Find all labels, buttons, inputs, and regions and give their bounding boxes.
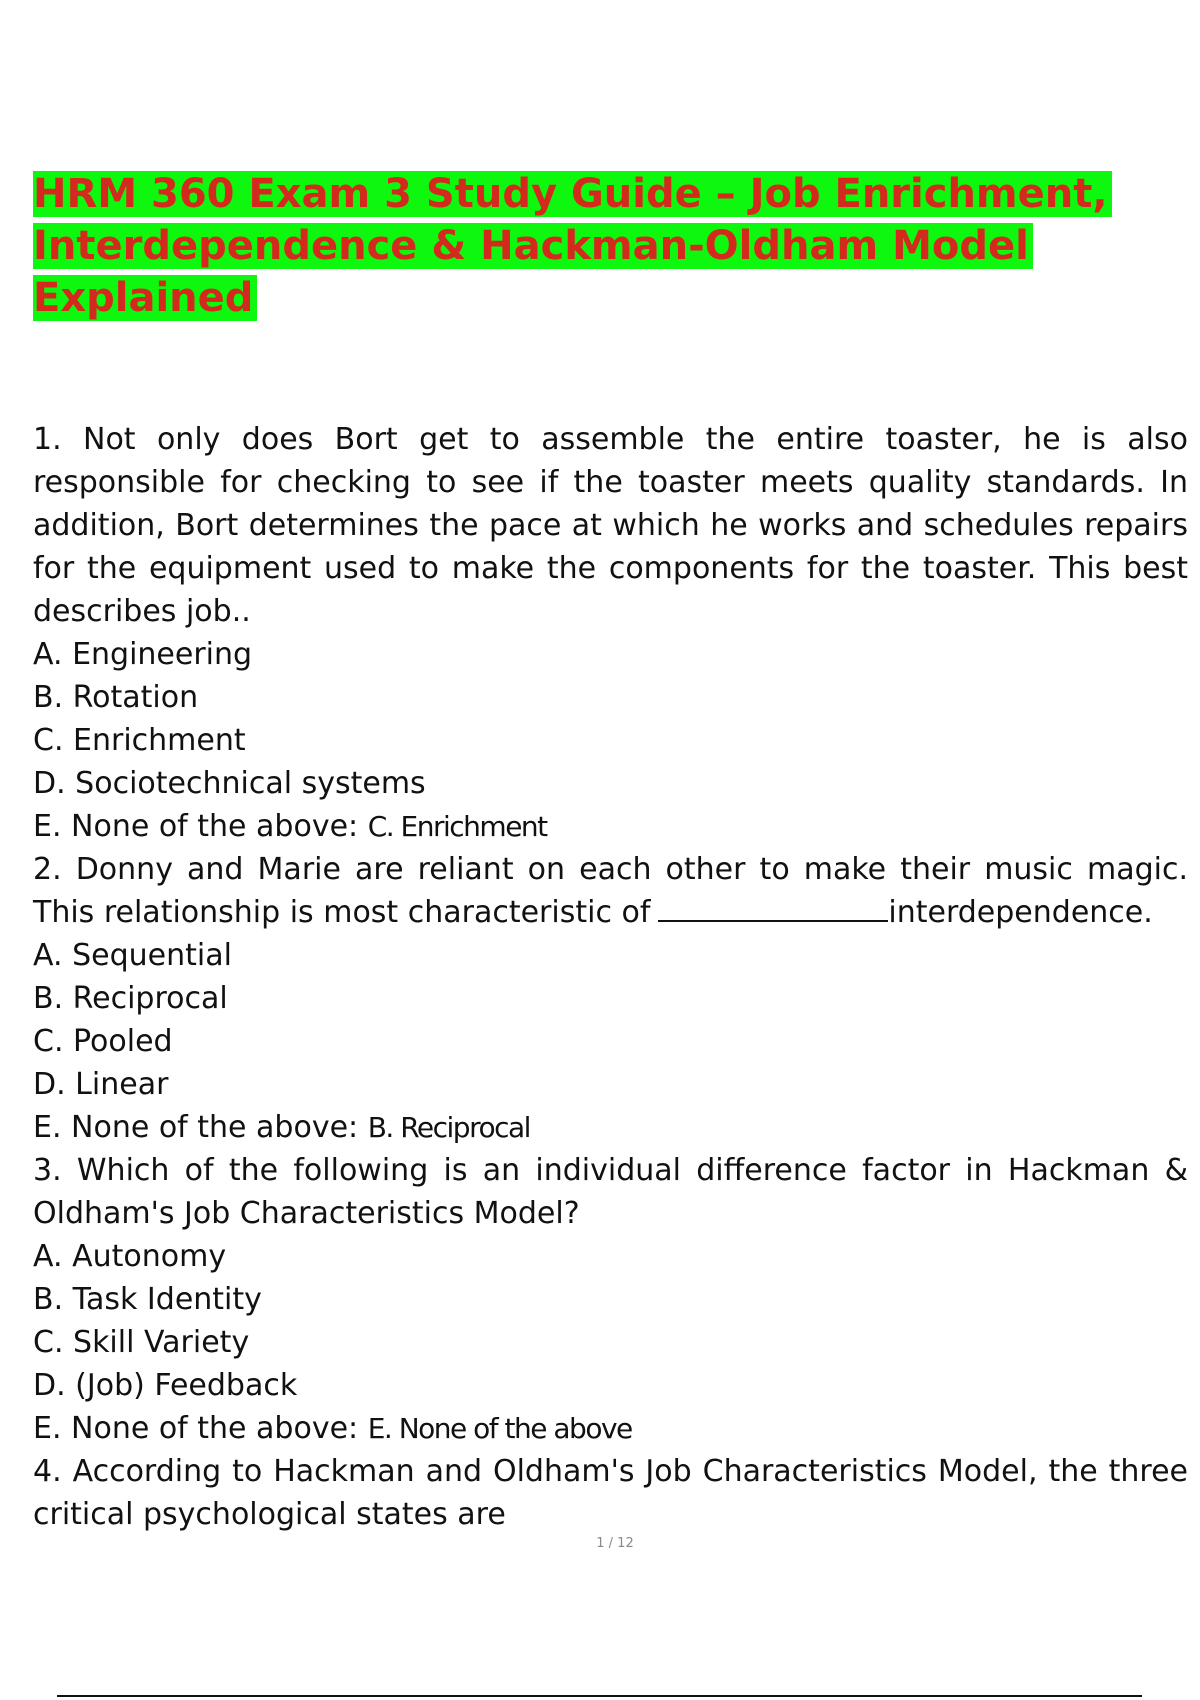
question-2-option-a: A. Sequential bbox=[33, 938, 232, 973]
question-1-option-a: A. Engineering bbox=[33, 637, 253, 672]
page-number: 1 / 12 bbox=[596, 1536, 634, 1551]
question-2-text-before: 2. Donny and Marie are reliant on each other to make their music magic. This relationship is most characteristic of bbox=[33, 852, 1188, 930]
questions-body bbox=[33, 418, 1188, 1536]
question-3-option-c: C. Skill Variety bbox=[33, 1325, 250, 1360]
fill-in-blank-line bbox=[658, 920, 888, 922]
question-1-option-e bbox=[33, 805, 1188, 848]
question-1-option-c: C. Enrichment bbox=[33, 723, 246, 758]
question-2-option-c: C. Pooled bbox=[33, 1024, 173, 1059]
question-1-option-b: B. Rotation bbox=[33, 680, 199, 715]
question-1-option-d: D. Sociotechnical systems bbox=[33, 766, 426, 801]
question-4-text: 4. According to Hackman and Oldham's Job Characteristics Model, the three critical psychological states are bbox=[33, 1454, 1188, 1532]
question-1-answer: C. Enrichment bbox=[367, 810, 547, 843]
document-title bbox=[33, 168, 1133, 324]
question-3-option-e-label: E. None of the above: bbox=[33, 1411, 359, 1446]
title-line-3: Explained bbox=[33, 275, 257, 321]
question-2-option-e-label: E. None of the above: bbox=[33, 1110, 359, 1145]
question-3-option-e bbox=[33, 1407, 1188, 1450]
question-2-option-e bbox=[33, 1106, 1188, 1149]
question-1-option-e-label: E. None of the above: bbox=[33, 809, 359, 844]
question-2-text bbox=[33, 848, 1188, 934]
question-2-text-after: interdependence. bbox=[888, 895, 1153, 930]
question-2-answer: B. Reciprocal bbox=[367, 1111, 530, 1144]
question-1-text: 1. Not only does Bort get to assemble the entire toaster, he is also responsible for checking to see if the toaster meets quality standards. In addition, Bort determines the pace at which he works and schedules repairs for the equipment used to make the components for the toaster. This best describes job.. bbox=[33, 422, 1188, 629]
title-line-2: Interdependence & Hackman-Oldham Model bbox=[33, 223, 1033, 269]
question-2-option-b: B. Reciprocal bbox=[33, 981, 228, 1016]
question-3-option-b: B. Task Identity bbox=[33, 1282, 262, 1317]
question-2-option-d: D. Linear bbox=[33, 1067, 169, 1102]
question-3-option-a: A. Autonomy bbox=[33, 1239, 227, 1274]
title-line-1: HRM 360 Exam 3 Study Guide – Job Enrichment, bbox=[33, 171, 1112, 217]
question-3-answer: E. None of the above bbox=[367, 1412, 632, 1445]
question-3-text: 3. Which of the following is an individual difference factor in Hackman & Oldham's Job Characteristics Model? bbox=[33, 1153, 1188, 1231]
page-bottom-divider bbox=[57, 1695, 1142, 1697]
question-3-option-d: D. (Job) Feedback bbox=[33, 1368, 298, 1403]
